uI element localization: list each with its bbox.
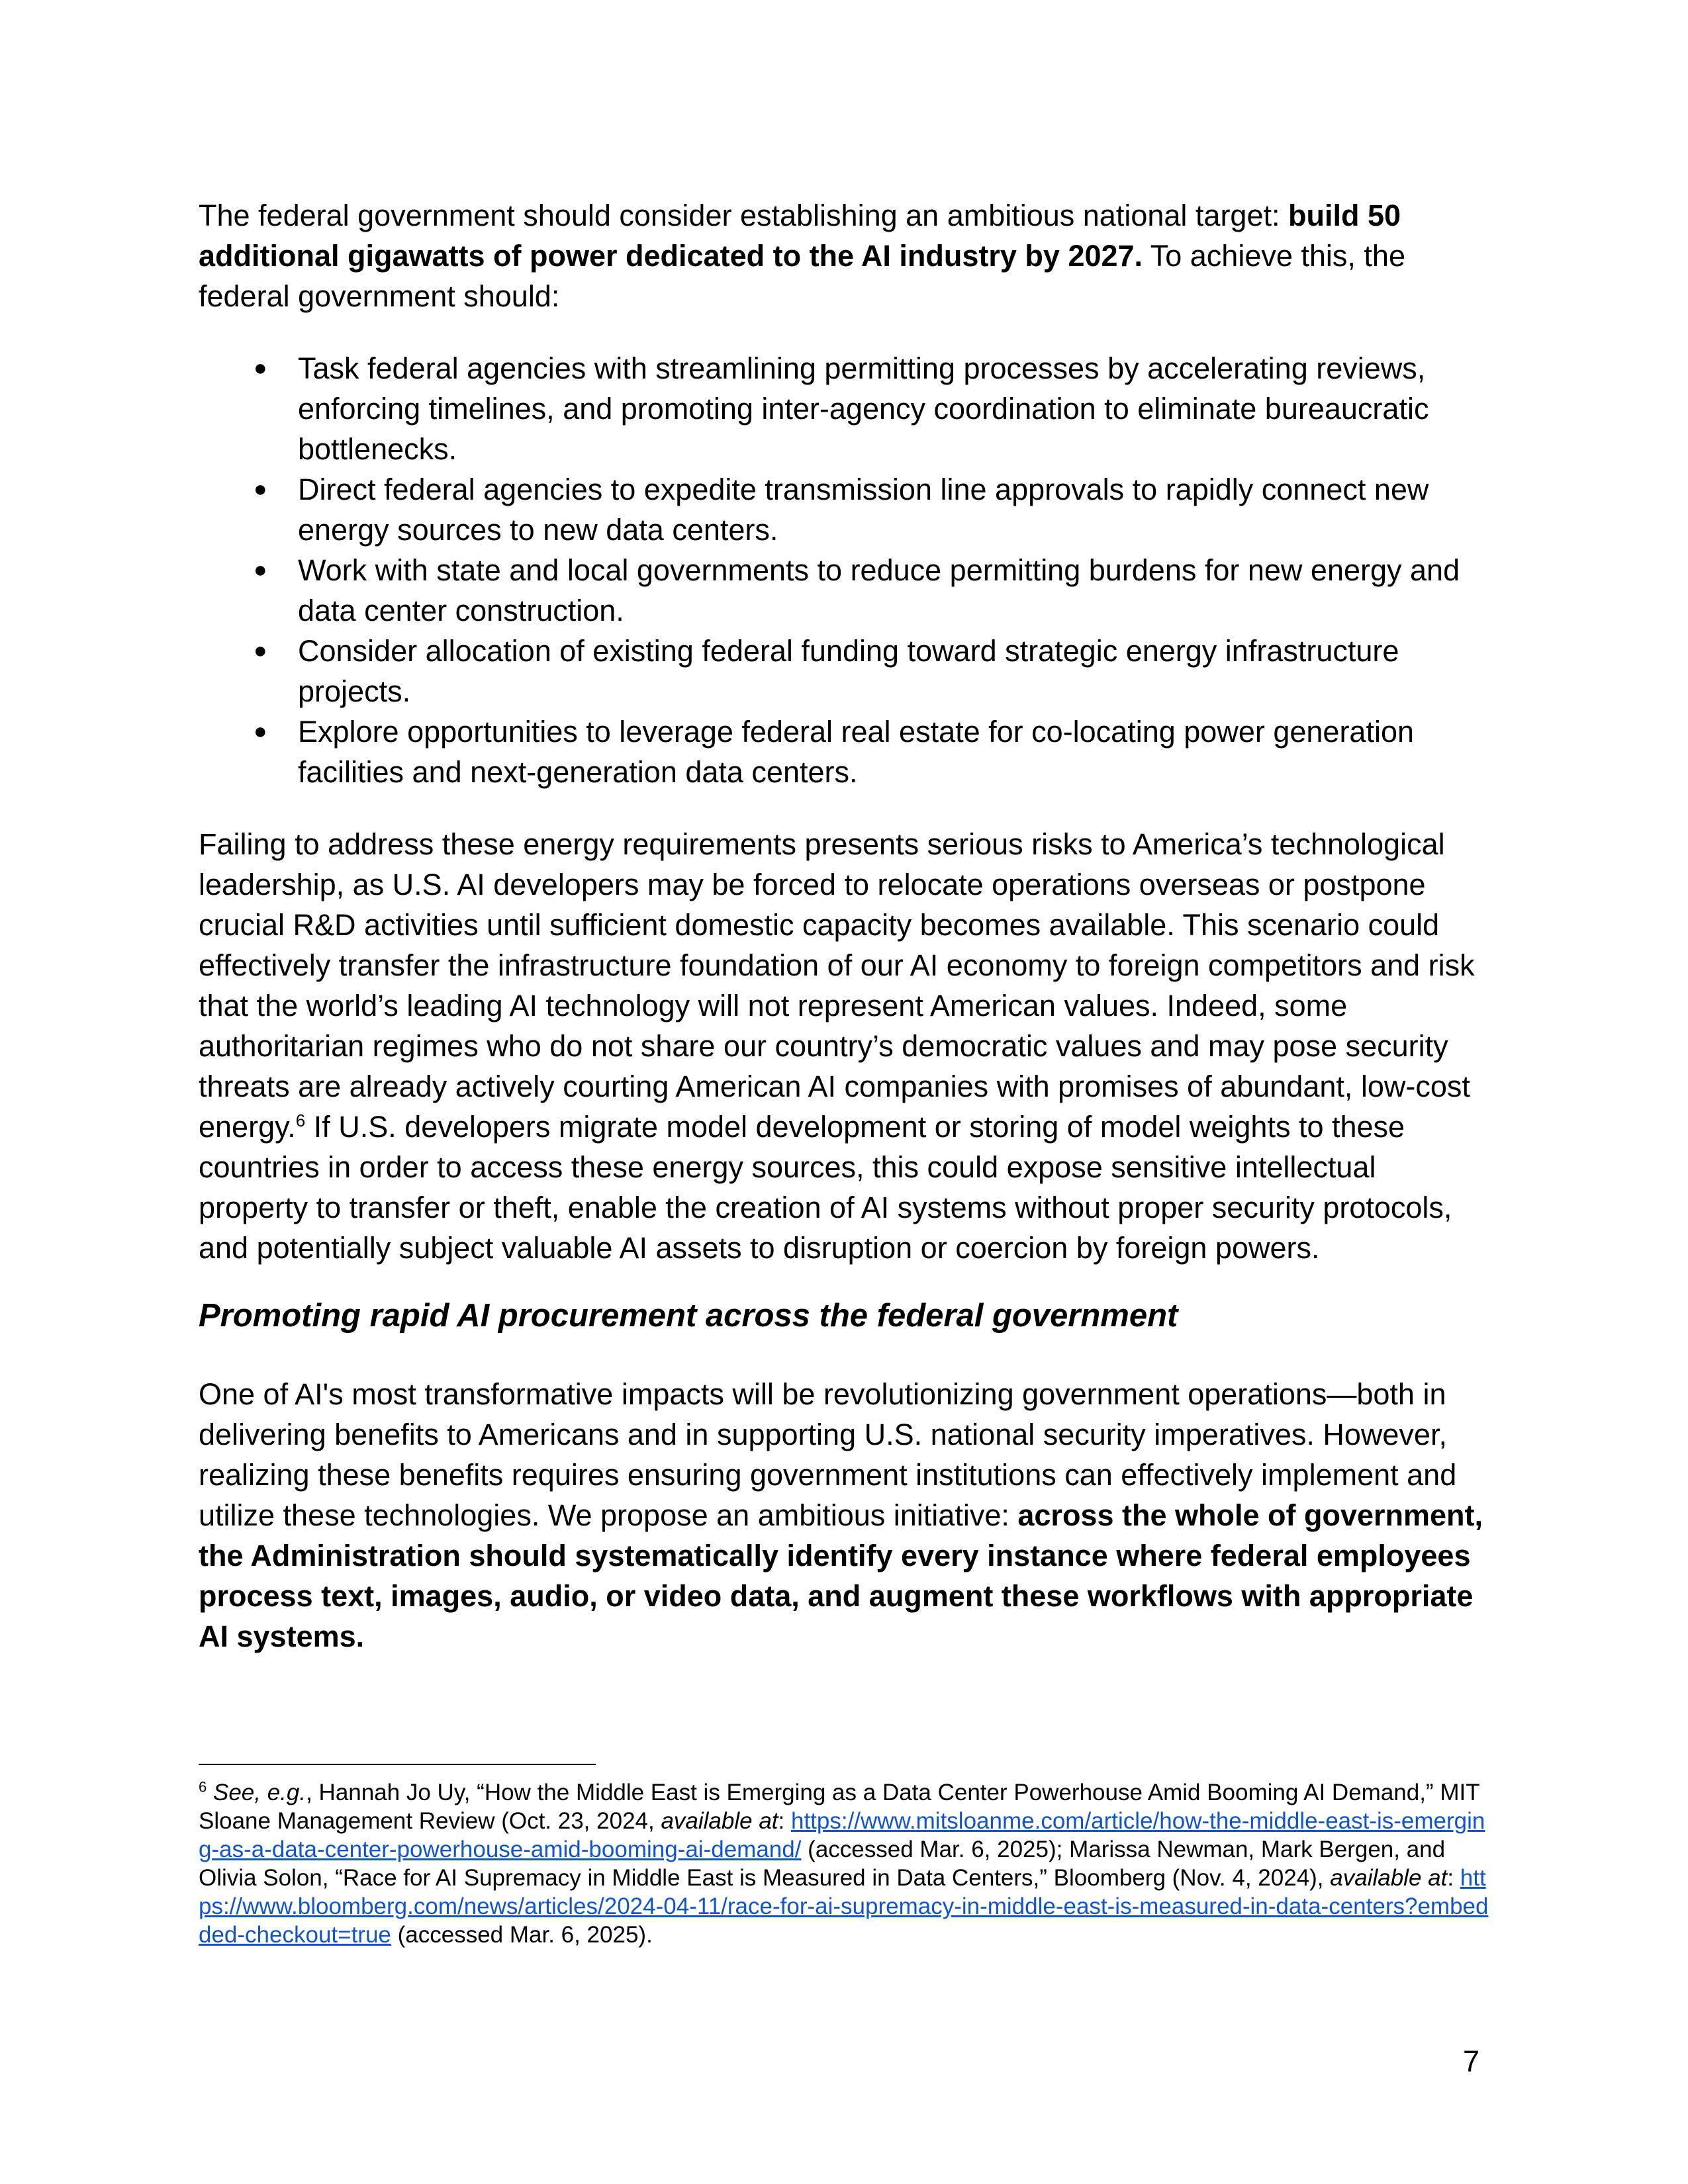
list-item-text: Explore opportunities to leverage federal real estate for co-locating power generation facilities and next-generation data centers. bbox=[298, 715, 1415, 789]
footnote-number: 6 bbox=[199, 1778, 207, 1796]
footnotes-section bbox=[199, 1764, 1489, 1949]
list-item bbox=[199, 550, 1489, 631]
recommendation-list bbox=[199, 348, 1489, 792]
list-item-text: Consider allocation of existing federal funding toward strategic energy infrastructure projects. bbox=[298, 634, 1399, 708]
footnote-6 bbox=[199, 1778, 1489, 1949]
list-item bbox=[199, 631, 1489, 711]
intro-paragraph bbox=[199, 195, 1489, 316]
procurement-paragraph bbox=[199, 1374, 1489, 1657]
bullet-icon: ● bbox=[254, 557, 267, 582]
intro-text-after: To achieve this, the federal government should: bbox=[199, 239, 1405, 313]
footnote-colon: : bbox=[778, 1808, 791, 1834]
list-item-text: Work with state and local governments to reduce permitting burdens for new energy and data center construction. bbox=[298, 553, 1460, 627]
bullet-icon: ● bbox=[254, 355, 267, 381]
bullet-icon: ● bbox=[254, 638, 267, 663]
footnote-see-eg: See, e.g. bbox=[212, 1780, 306, 1805]
bullet-icon: ● bbox=[254, 719, 267, 744]
list-item bbox=[199, 348, 1489, 469]
procurement-bold-proposal: across the whole of government, the Administration should systematically identify every instance where federal employees process text, images, audio, or video data, and augment these workflows with appropriate AI systems. bbox=[199, 1498, 1483, 1653]
footnote-reference[interactable]: 6 bbox=[295, 1111, 306, 1130]
risk-text-after: If U.S. developers migrate model development or storing of model weights to these countries in order to access these energy sources, this could expose sensitive intellectual property to transfer or theft, enable the creation of AI systems without proper security protocols, and potentially subject valuable AI assets to disruption or coercion by foreign powers. bbox=[199, 1110, 1452, 1265]
section-heading: Promoting rapid AI procurement across the federal government bbox=[199, 1298, 1178, 1334]
procurement-text-before: One of AI's most transformative impacts will be revolutionizing government operations—both in delivering benefits to Americans and in supporting U.S. national security imperatives. However, realizing these benefits requires ensuring government institutions can effectively implement and utilize these technologies. We propose an ambitious initiative: bbox=[199, 1377, 1457, 1532]
list-item bbox=[199, 469, 1489, 550]
risk-paragraph bbox=[199, 824, 1489, 1268]
footnote-available-at: available at bbox=[661, 1808, 778, 1834]
list-item-text: Task federal agencies with streamlining permitting processes by accelerating reviews, enforcing timelines, and promoting inter-agency coordination to eliminate bureaucratic bottlenecks. bbox=[298, 351, 1429, 466]
footnote-link-bloomberg[interactable]: https://www.bloomberg.com/news/articles/2024-04-11/race-for-ai-supremacy-in-middle-east-is-measured-in-data-centers?embedded-checkout=true bbox=[199, 1865, 1489, 1948]
intro-bold-target: build 50 additional gigawatts of power dedicated to the AI industry by 2027. bbox=[199, 199, 1401, 273]
page-number: 7 bbox=[1463, 2044, 1480, 2078]
risk-text-before: Failing to address these energy requirements presents serious risks to America’s technological leadership, as U.S. AI developers may be forced to relocate operations overseas or postpone crucial R&D activities until sufficient domestic capacity becomes available. This scenario could effectively transfer the infrastructure foundation of our AI economy to foreign competitors and risk that the world’s leading AI technology will not represent American values. Indeed, some authoritarian regimes who do not share our country’s democratic values and may pose security threats are already actively courting American AI companies with promises of abundant, low-cost energy. bbox=[199, 827, 1475, 1144]
footnote-colon: : bbox=[1447, 1865, 1460, 1891]
intro-text-before: The federal government should consider establishing an ambitious national target: bbox=[199, 199, 1288, 232]
footnote-divider bbox=[199, 1764, 596, 1765]
footnote-text-part2: (accessed Mar. 6, 2025); Marissa Newman, Mark Bergen, and Olivia Solon, “Race for AI Supremacy in Middle East is Measured in Data Centers,” Bloomberg (Nov. 4, 2024), bbox=[199, 1837, 1446, 1891]
footnote-available-at: available at bbox=[1330, 1865, 1448, 1891]
footnote-text-part1: , Hannah Jo Uy, “How the Middle East is Emerging as a Data Center Powerhouse Amid Booming AI Demand,” MIT Sloane Management Review (Oct. 23, 2024, bbox=[199, 1780, 1479, 1834]
list-item bbox=[199, 711, 1489, 792]
list-item-text: Direct federal agencies to expedite transmission line approvals to rapidly connect new energy sources to new data centers. bbox=[298, 473, 1429, 547]
footnote-link-mitsloanme[interactable]: https://www.mitsloanme.com/article/how-the-middle-east-is-emerging-as-a-data-center-powerhouse-amid-booming-ai-demand/ bbox=[199, 1808, 1485, 1862]
bullet-icon: ● bbox=[254, 477, 267, 502]
footnote-text-part3: (accessed Mar. 6, 2025). bbox=[391, 1922, 653, 1948]
document-page bbox=[199, 195, 1489, 1657]
